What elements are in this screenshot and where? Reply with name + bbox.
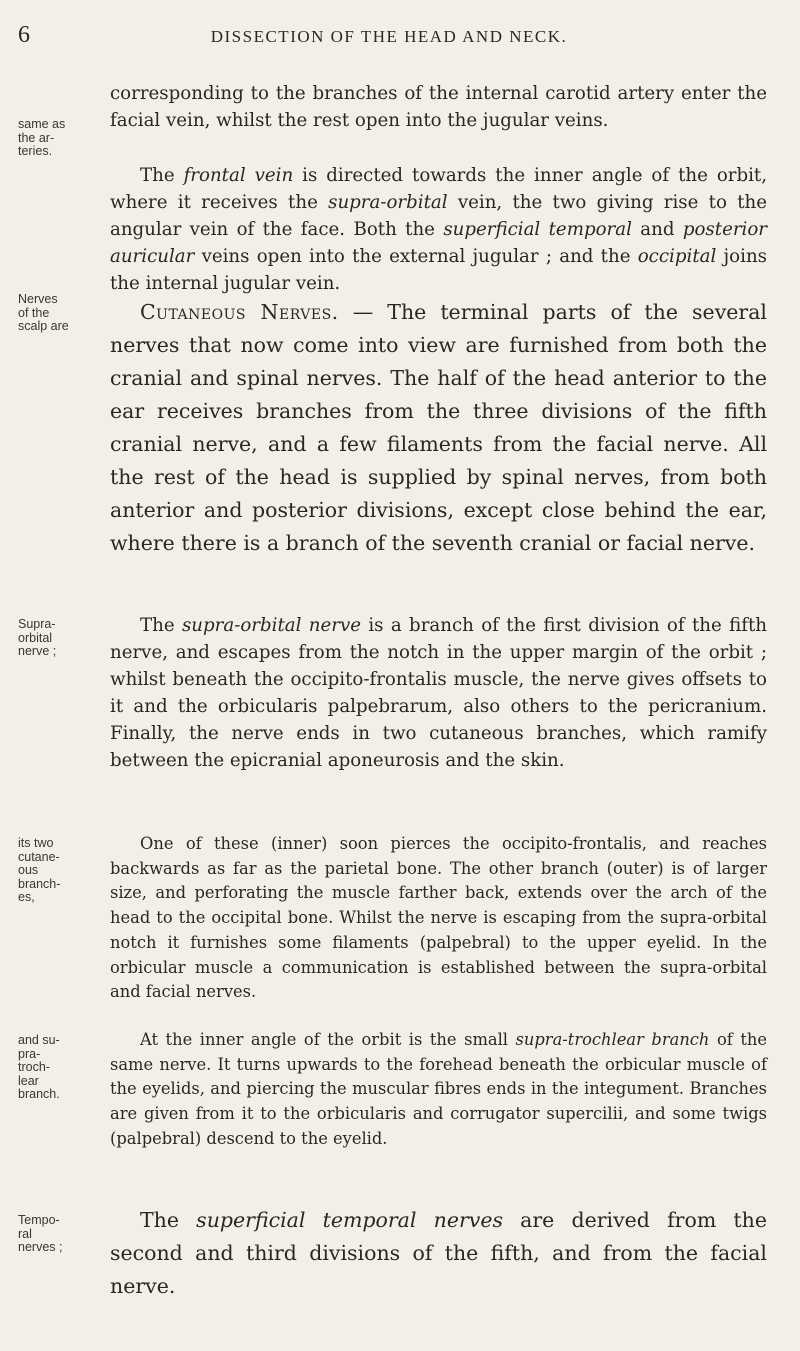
page-number: 6 — [18, 22, 30, 48]
sidenote-line: teries. — [18, 144, 53, 158]
sidenote-line: its two — [18, 836, 54, 850]
paragraph-supra-trochlear: At the inner angle of the orbit is the small supra-trochlear branch of the same nerve. It turns upwards to the forehead beneath the orbicular muscle of the eyelids, and piercing the muscular fibres ends in the integument. Branches are given from it to the orbicularis and corrugator supercilii, and some twigs (palpebral) descend to the eyelid. — [110, 1030, 767, 1148]
term-posterior-auricular: posterior auricular — [110, 219, 767, 267]
sidenote-line: nerve ; — [18, 644, 57, 658]
term-supra-orbital-nerve: supra-orbital nerve — [181, 615, 361, 636]
sidenote-line: Nerves — [18, 292, 58, 306]
sidenote-supra-trochlear-branch — [18, 1034, 102, 1102]
section-heading: Cutaneous Nerves. — [140, 300, 339, 324]
sidenote-line: branch. — [18, 1087, 60, 1101]
term-frontal-vein: frontal vein — [183, 165, 294, 186]
paragraph-text: One of these (inner) soon pierces the occipito-frontalis, and reaches backwards as far as the parietal bone. The other branch (outer) is of larger size, and perforating the muscle farther back, extends over the arch of the head to the occipital bone. Whilst the nerve is escaping from the supra-orbital notch it furnishes some filaments (palpebral) to the upper eyelid. In the orbicular muscle a communication is established between the supra-orbital and facial nerves. — [110, 834, 767, 1002]
sidenote-line: cutane- — [18, 849, 60, 864]
paragraph-continuation — [110, 80, 767, 134]
sidenote-line: troch- — [18, 1060, 50, 1074]
term-occipital: occipital — [637, 246, 717, 267]
sidenote-supra-orbital-nerve — [18, 618, 102, 659]
sidenote-line: ous — [18, 863, 39, 877]
term-superficial-temporal: superficial temporal — [443, 219, 632, 240]
paragraph-supra-orbital-nerve: The supra-orbital nerve is a branch of the first division of the fifth nerve, and escapes from the notch in the upper margin of the orbit ; whilst beneath the occipito-frontalis muscle, the nerve gives offsets to it and the orbicularis palpebrarum, also others to the pericranium. Finally, the nerve ends in two cutaneous branches, which ramify between the epicranial aponeurosis and the skin. — [110, 615, 768, 771]
sidenote-two-cutaneous-branches — [18, 837, 102, 905]
sidenote-line: branch- — [18, 876, 61, 891]
paragraph-text: corresponding to the branches of the internal carotid artery enter the facial vein, whilst the rest open into the jugular veins. — [110, 83, 767, 131]
sidenote-nerves-of-scalp — [18, 293, 102, 334]
sidenote-line: scalp are — [18, 319, 69, 333]
sidenote-line: pra- — [18, 1046, 41, 1061]
sidenote-same-as-arteries — [18, 118, 102, 159]
sidenote-line: ral — [18, 1226, 32, 1241]
paragraph-cutaneous-nerves: Cutaneous Nerves. — The terminal parts of the several nerves that now come into view are furnished from both the cranial and spinal nerves. The half of the head anterior to the ear receives branches from the three divisions of the fifth cranial nerve, and a few filaments from the facial nerve. All the rest of the head is supplied by spinal nerves, from both anterior and posterior divisions, except close behind the ear, where there is a branch of the seventh cranial or facial nerve. — [110, 300, 767, 555]
term-supra-trochlear-branch: supra-trochlear branch — [515, 1030, 710, 1049]
sidenote-line: orbital — [18, 630, 53, 645]
sidenote-line: same as — [18, 117, 66, 131]
paragraph-inner-outer-branches — [110, 832, 767, 1005]
sidenote-line: es, — [18, 890, 35, 904]
sidenote-temporal-nerves — [18, 1214, 102, 1255]
page-header — [18, 22, 760, 52]
paragraph-frontal-vein: The frontal vein is directed towards the inner angle of the orbit, where it receives the supra-orbital vein, the two giving rise to the angular vein of the face. Both the superficial temporal and posterior auricular veins open into the external jugular ; and the occipital joins the internal jugular vein. — [110, 165, 768, 294]
sidenote-line: and su- — [18, 1033, 60, 1047]
running-title: DISSECTION OF THE HEAD AND NECK. — [210, 27, 568, 46]
sidenote-line: lear — [18, 1073, 39, 1088]
sidenote-line: Supra- — [18, 617, 56, 631]
sidenote-line: of the — [18, 305, 50, 320]
term-superficial-temporal-nerves: superficial temporal nerves — [196, 1208, 503, 1232]
paragraph-temporal-nerves: The superficial temporal nerves are derived from the second and third divisions of the fifth, and from the facial nerve. — [110, 1208, 767, 1298]
sidenote-line: Tempo- — [18, 1213, 60, 1227]
sidenote-line: nerves ; — [18, 1240, 63, 1254]
term-supra-orbital: supra-orbital — [328, 192, 448, 213]
sidenote-line: the ar- — [18, 130, 55, 145]
